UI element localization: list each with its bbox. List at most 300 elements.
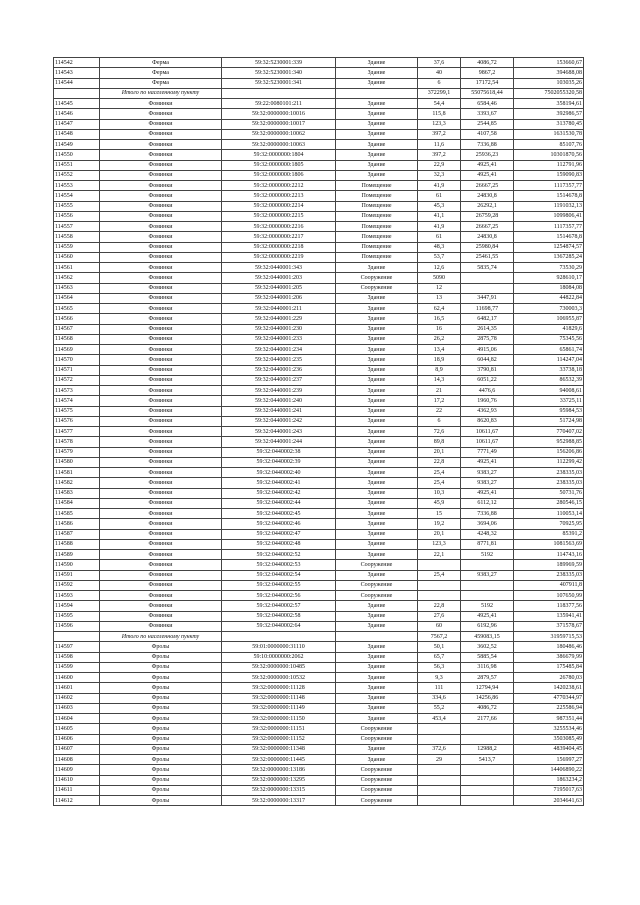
row-id: 114564	[54, 293, 100, 303]
row-locality: Фоминки	[100, 201, 222, 211]
row-cadastral-number: 59:32:0440002:54	[222, 570, 336, 580]
row-unit-value: 7336,88	[461, 509, 514, 519]
row-cadastral-number: 59:32:0000000:2213	[222, 191, 336, 201]
row-locality: Фролы	[100, 734, 222, 744]
row-cadastral-number: 59:32:0440002:64	[222, 621, 336, 631]
row-cadastral-value: 358194,61	[514, 99, 584, 109]
row-locality: Фоминки	[100, 591, 222, 601]
row-id: 114594	[54, 601, 100, 611]
row-cadastral-value: 394688,08	[514, 68, 584, 78]
row-unit-value: 4107,58	[461, 129, 514, 139]
row-unit-value	[461, 283, 514, 293]
row-id: 114578	[54, 437, 100, 447]
row-cadastral-cell	[222, 88, 336, 98]
row-locality: Фролы	[100, 796, 222, 806]
row-cadastral-value: 10301870,56	[514, 150, 584, 160]
row-locality: Фоминки	[100, 150, 222, 160]
row-locality: Ферма	[100, 68, 222, 78]
row-unit-value	[461, 560, 514, 570]
row-object-type: Сооружение	[336, 724, 418, 734]
row-object-type: Здание	[336, 642, 418, 652]
table-row	[54, 509, 584, 519]
row-cadastral-value: 987351,44	[514, 714, 584, 724]
row-cadastral-value: 14406890,22	[514, 765, 584, 775]
row-area: 372,6	[418, 744, 461, 754]
row-cadastral-value: 85107,76	[514, 140, 584, 150]
table-row	[54, 765, 584, 775]
table-row	[54, 570, 584, 580]
row-unit-value: 26667,25	[461, 181, 514, 191]
table-row	[54, 703, 584, 713]
table-row	[54, 447, 584, 457]
row-locality: Фролы	[100, 724, 222, 734]
subtotal-cost: 7502055320,58	[514, 88, 584, 98]
row-unit-value: 26667,25	[461, 222, 514, 232]
row-area: 397,2	[418, 150, 461, 160]
row-area: 16,5	[418, 314, 461, 324]
row-unit-value: 14256,86	[461, 693, 514, 703]
row-cadastral-number: 59:32:0440002:46	[222, 519, 336, 529]
row-cadastral-number: 59:32:0440001:239	[222, 386, 336, 396]
row-object-type: Сооружение	[336, 580, 418, 590]
table-row	[54, 99, 584, 109]
row-object-type: Здание	[336, 263, 418, 273]
row-cadastral-number: 59:32:0000000:11150	[222, 714, 336, 724]
row-cadastral-number: 59:32:0440001:241	[222, 406, 336, 416]
row-object-type: Здание	[336, 693, 418, 703]
row-object-type: Сооружение	[336, 273, 418, 283]
row-area: 53,7	[418, 252, 461, 262]
row-unit-value: 8771,81	[461, 539, 514, 549]
row-cadastral-number: 59:32:0440001:206	[222, 293, 336, 303]
row-cadastral-number: 59:32:0440001:236	[222, 365, 336, 375]
row-area: 27,6	[418, 611, 461, 621]
row-unit-value: 3790,81	[461, 365, 514, 375]
row-id: 114544	[54, 78, 100, 88]
row-locality: Фоминки	[100, 416, 222, 426]
row-locality: Фоминки	[100, 222, 222, 232]
row-area: 61	[418, 191, 461, 201]
row-area: 37,6	[418, 58, 461, 68]
row-locality: Фролы	[100, 673, 222, 683]
row-cadastral-number: 59:32:0000000:10062	[222, 129, 336, 139]
row-locality: Фоминки	[100, 263, 222, 273]
row-unit-value	[461, 765, 514, 775]
row-cadastral-number: 59:32:0000000:10532	[222, 673, 336, 683]
row-cadastral-number: 59:32:0000000:1804	[222, 150, 336, 160]
row-cadastral-cell	[222, 632, 336, 642]
row-object-type: Помещение	[336, 242, 418, 252]
row-cadastral-number: 59:32:0440002:47	[222, 529, 336, 539]
row-cadastral-value: 112791,96	[514, 160, 584, 170]
row-object-type: Помещение	[336, 232, 418, 242]
table-row	[54, 283, 584, 293]
row-cadastral-value: 730003,3	[514, 304, 584, 314]
row-unit-value: 24830,8	[461, 191, 514, 201]
row-area	[418, 765, 461, 775]
row-id: 114585	[54, 509, 100, 519]
row-unit-value: 9383,27	[461, 468, 514, 478]
row-cadastral-number: 59:32:0440001:230	[222, 324, 336, 334]
row-area: 50,1	[418, 642, 461, 652]
row-locality: Фролы	[100, 693, 222, 703]
row-locality: Ферма	[100, 78, 222, 88]
row-id: 114582	[54, 478, 100, 488]
row-locality: Фоминки	[100, 181, 222, 191]
row-area: 19,2	[418, 519, 461, 529]
table-row	[54, 714, 584, 724]
row-id: 114598	[54, 652, 100, 662]
row-id: 114545	[54, 99, 100, 109]
row-cadastral-value: 1367285,24	[514, 252, 584, 262]
row-cadastral-number: 59:32:0000000:13317	[222, 796, 336, 806]
row-cadastral-number: 59:32:0000000:2214	[222, 201, 336, 211]
row-locality: Фролы	[100, 703, 222, 713]
row-unit-value	[461, 734, 514, 744]
row-object-type: Сооружение	[336, 560, 418, 570]
row-id: 114597	[54, 642, 100, 652]
row-area: 11,6	[418, 140, 461, 150]
row-cadastral-value: 952988,85	[514, 437, 584, 447]
table-row	[54, 396, 584, 406]
table-row	[54, 304, 584, 314]
row-cadastral-number: 59:32:0000000:11445	[222, 755, 336, 765]
row-area: 20,1	[418, 529, 461, 539]
row-object-type: Помещение	[336, 211, 418, 221]
table-row	[54, 150, 584, 160]
row-unit-value: 5885,54	[461, 652, 514, 662]
row-object-type: Здание	[336, 68, 418, 78]
row-area: 56,3	[418, 662, 461, 672]
row-cadastral-number: 59:32:0000000:13186	[222, 765, 336, 775]
row-unit-value	[461, 785, 514, 795]
row-cadastral-value: 1117357,77	[514, 222, 584, 232]
row-cadastral-value: 50731,76	[514, 488, 584, 498]
row-unit-value: 5413,7	[461, 755, 514, 765]
row-object-type: Здание	[336, 437, 418, 447]
row-locality: Фоминки	[100, 283, 222, 293]
row-object-type: Здание	[336, 683, 418, 693]
table-row	[54, 427, 584, 437]
row-object-type: Здание	[336, 427, 418, 437]
row-object-type: Здание	[336, 406, 418, 416]
row-id: 114588	[54, 539, 100, 549]
table-row	[54, 211, 584, 221]
row-unit-value: 11698,77	[461, 304, 514, 314]
row-unit-value: 17172,54	[461, 78, 514, 88]
table-row	[54, 375, 584, 385]
row-cadastral-value: 73530,29	[514, 263, 584, 273]
table-row	[54, 222, 584, 232]
row-locality: Фоминки	[100, 375, 222, 385]
row-area: 15	[418, 509, 461, 519]
row-area: 111	[418, 683, 461, 693]
row-object-type: Здание	[336, 468, 418, 478]
row-cadastral-value: 238335,03	[514, 468, 584, 478]
row-id: 114542	[54, 58, 100, 68]
row-cadastral-number: 59:32:0000000:1806	[222, 170, 336, 180]
row-cadastral-number: 59:32:0440002:48	[222, 539, 336, 549]
row-object-type: Помещение	[336, 181, 418, 191]
row-area: 6	[418, 416, 461, 426]
row-area: 22	[418, 406, 461, 416]
row-object-type: Сооружение	[336, 283, 418, 293]
subtotal-price: 55075618,44	[461, 88, 514, 98]
row-area	[418, 796, 461, 806]
row-id: 114610	[54, 775, 100, 785]
row-unit-value: 9383,27	[461, 570, 514, 580]
row-object-type: Здание	[336, 140, 418, 150]
row-id: 114603	[54, 703, 100, 713]
row-cadastral-value: 156206,86	[514, 447, 584, 457]
table-row	[54, 406, 584, 416]
row-cadastral-number: 59:32:0000000:11152	[222, 734, 336, 744]
row-cadastral-number: 59:32:0000000:10016	[222, 109, 336, 119]
table-row	[54, 314, 584, 324]
row-area	[418, 560, 461, 570]
row-locality: Фоминки	[100, 345, 222, 355]
row-cadastral-value: 4839404,45	[514, 744, 584, 754]
row-object-type: Здание	[336, 304, 418, 314]
row-unit-value: 4925,41	[461, 160, 514, 170]
row-locality: Фоминки	[100, 406, 222, 416]
row-area: 32,3	[418, 170, 461, 180]
row-id: 114607	[54, 744, 100, 754]
row-locality: Фоминки	[100, 170, 222, 180]
row-unit-value: 25936,23	[461, 150, 514, 160]
row-cadastral-value: 1117357,77	[514, 181, 584, 191]
row-object-type: Здание	[336, 652, 418, 662]
row-cadastral-number: 59:32:0440001:343	[222, 263, 336, 273]
row-object-type: Здание	[336, 314, 418, 324]
row-cadastral-value: 44822,84	[514, 293, 584, 303]
row-cadastral-number: 59:32:0000000:2212	[222, 181, 336, 191]
row-id: 114589	[54, 550, 100, 560]
row-area: 397,2	[418, 129, 461, 139]
row-id: 114563	[54, 283, 100, 293]
row-cadastral-number: 59:32:0440001:243	[222, 427, 336, 437]
table-row	[54, 324, 584, 334]
table-row	[54, 242, 584, 252]
row-locality: Фролы	[100, 775, 222, 785]
table-row	[54, 488, 584, 498]
row-object-type: Помещение	[336, 191, 418, 201]
row-object-type: Здание	[336, 539, 418, 549]
row-area: 72,6	[418, 427, 461, 437]
row-object-type: Здание	[336, 621, 418, 631]
row-unit-value: 2875,78	[461, 334, 514, 344]
row-cadastral-value: 175485,84	[514, 662, 584, 672]
row-cadastral-number: 59:32:0440002:52	[222, 550, 336, 560]
row-id: 114568	[54, 334, 100, 344]
table-row	[54, 58, 584, 68]
row-unit-value: 6051,22	[461, 375, 514, 385]
row-id: 114612	[54, 796, 100, 806]
row-object-type: Здание	[336, 550, 418, 560]
row-locality: Фролы	[100, 683, 222, 693]
row-id: 114595	[54, 611, 100, 621]
row-cadastral-value: 135941,41	[514, 611, 584, 621]
table-row	[54, 652, 584, 662]
row-area: 9,3	[418, 673, 461, 683]
table-row	[54, 591, 584, 601]
row-id: 114609	[54, 765, 100, 775]
row-locality: Фоминки	[100, 437, 222, 447]
row-unit-value: 6044,82	[461, 355, 514, 365]
row-object-type: Здание	[336, 714, 418, 724]
row-cadastral-value: 3255534,46	[514, 724, 584, 734]
subtotal-label: Итого по населенному пункту	[100, 632, 222, 642]
row-area: 60	[418, 621, 461, 631]
row-unit-value: 7771,49	[461, 447, 514, 457]
row-cadastral-number: 59:32:0440002:44	[222, 498, 336, 508]
row-id: 114543	[54, 68, 100, 78]
row-area: 16	[418, 324, 461, 334]
row-cadastral-number: 59:32:0440002:40	[222, 468, 336, 478]
row-id: 114576	[54, 416, 100, 426]
table-row	[54, 611, 584, 621]
row-unit-value: 6112,12	[461, 498, 514, 508]
row-cadastral-number: 59:32:0000000:1805	[222, 160, 336, 170]
row-object-type: Здание	[336, 375, 418, 385]
row-area: 25,4	[418, 570, 461, 580]
row-id: 114611	[54, 785, 100, 795]
row-unit-value: 4086,72	[461, 58, 514, 68]
subtotal-area: 372299,1	[418, 88, 461, 98]
row-cadastral-number: 59:32:0440001:233	[222, 334, 336, 344]
table-row	[54, 170, 584, 180]
row-object-type: Здание	[336, 488, 418, 498]
row-cadastral-number: 59:32:5230001:339	[222, 58, 336, 68]
row-area	[418, 785, 461, 795]
row-unit-value: 2614,35	[461, 324, 514, 334]
row-id: 114596	[54, 621, 100, 631]
row-id: 114570	[54, 355, 100, 365]
row-area: 13	[418, 293, 461, 303]
row-object-type: Здание	[336, 396, 418, 406]
row-unit-value: 4925,41	[461, 611, 514, 621]
table-row	[54, 78, 584, 88]
row-id: 114579	[54, 447, 100, 457]
row-cadastral-value: 313780,45	[514, 119, 584, 129]
row-locality: Фоминки	[100, 488, 222, 498]
row-unit-value: 4915,06	[461, 345, 514, 355]
row-locality: Фоминки	[100, 478, 222, 488]
row-object-type: Здание	[336, 345, 418, 355]
row-unit-value: 7336,88	[461, 140, 514, 150]
row-area: 25,4	[418, 468, 461, 478]
table-row	[54, 252, 584, 262]
row-object-type: Здание	[336, 447, 418, 457]
row-cadastral-value: 107650,99	[514, 591, 584, 601]
row-unit-value: 3116,98	[461, 662, 514, 672]
row-id: 114565	[54, 304, 100, 314]
row-locality: Фоминки	[100, 621, 222, 631]
row-area: 14,3	[418, 375, 461, 385]
row-id: 114549	[54, 140, 100, 150]
row-object-type: Помещение	[336, 252, 418, 262]
row-id: 114590	[54, 560, 100, 570]
row-cadastral-number: 59:10:0000000:2062	[222, 652, 336, 662]
row-unit-value: 4086,72	[461, 703, 514, 713]
row-unit-value: 9867,2	[461, 68, 514, 78]
row-area: 334,6	[418, 693, 461, 703]
table-row	[54, 232, 584, 242]
table-row	[54, 498, 584, 508]
row-cadastral-value: 33725,11	[514, 396, 584, 406]
row-unit-value: 12794,94	[461, 683, 514, 693]
row-unit-value	[461, 724, 514, 734]
row-cadastral-value: 106955,87	[514, 314, 584, 324]
table-row	[54, 273, 584, 283]
row-unit-value: 1960,76	[461, 396, 514, 406]
row-locality: Фоминки	[100, 498, 222, 508]
row-id-cell	[54, 88, 100, 98]
row-area: 5090	[418, 273, 461, 283]
table-body	[54, 58, 584, 806]
row-locality: Фоминки	[100, 160, 222, 170]
table-row	[54, 140, 584, 150]
table-row	[54, 724, 584, 734]
row-locality: Фоминки	[100, 539, 222, 549]
row-cadastral-value: 94008,61	[514, 386, 584, 396]
table-row	[54, 601, 584, 611]
row-id: 114580	[54, 457, 100, 467]
row-object-type: Здание	[336, 150, 418, 160]
row-locality: Фролы	[100, 714, 222, 724]
row-cadastral-number: 59:32:0440001:244	[222, 437, 336, 447]
table-row	[54, 386, 584, 396]
row-cadastral-value: 1099806,41	[514, 211, 584, 221]
row-cadastral-value: 7195017,63	[514, 785, 584, 795]
row-area: 17,2	[418, 396, 461, 406]
row-cadastral-number: 59:32:0440002:57	[222, 601, 336, 611]
row-locality: Фролы	[100, 642, 222, 652]
row-object-type: Сооружение	[336, 765, 418, 775]
row-object-type: Здание	[336, 662, 418, 672]
table-row	[54, 755, 584, 765]
row-cadastral-number: 59:32:0440001:205	[222, 283, 336, 293]
row-cadastral-number: 59:32:5230001:341	[222, 78, 336, 88]
row-unit-value	[461, 591, 514, 601]
row-cadastral-number: 59:32:0000000:10063	[222, 140, 336, 150]
row-unit-value: 4925,41	[461, 170, 514, 180]
row-cadastral-value: 156997,27	[514, 755, 584, 765]
table-row	[54, 519, 584, 529]
row-id: 114593	[54, 591, 100, 601]
row-locality: Фоминки	[100, 119, 222, 129]
row-unit-value: 24830,8	[461, 232, 514, 242]
row-area: 22,1	[418, 550, 461, 560]
table-row	[54, 293, 584, 303]
row-cadastral-number: 59:32:0440002:38	[222, 447, 336, 457]
row-id: 114604	[54, 714, 100, 724]
row-object-type: Здание	[336, 703, 418, 713]
row-cadastral-value: 114247,04	[514, 355, 584, 365]
subtotal-price: 459083,15	[461, 632, 514, 642]
row-area: 45,9	[418, 498, 461, 508]
table-row	[54, 693, 584, 703]
row-cadastral-value: 153660,67	[514, 58, 584, 68]
row-id: 114573	[54, 386, 100, 396]
row-object-type: Здание	[336, 601, 418, 611]
table-row	[54, 181, 584, 191]
row-object-type: Здание	[336, 293, 418, 303]
row-id: 114559	[54, 242, 100, 252]
row-id: 114551	[54, 160, 100, 170]
row-id: 114566	[54, 314, 100, 324]
row-unit-value	[461, 775, 514, 785]
